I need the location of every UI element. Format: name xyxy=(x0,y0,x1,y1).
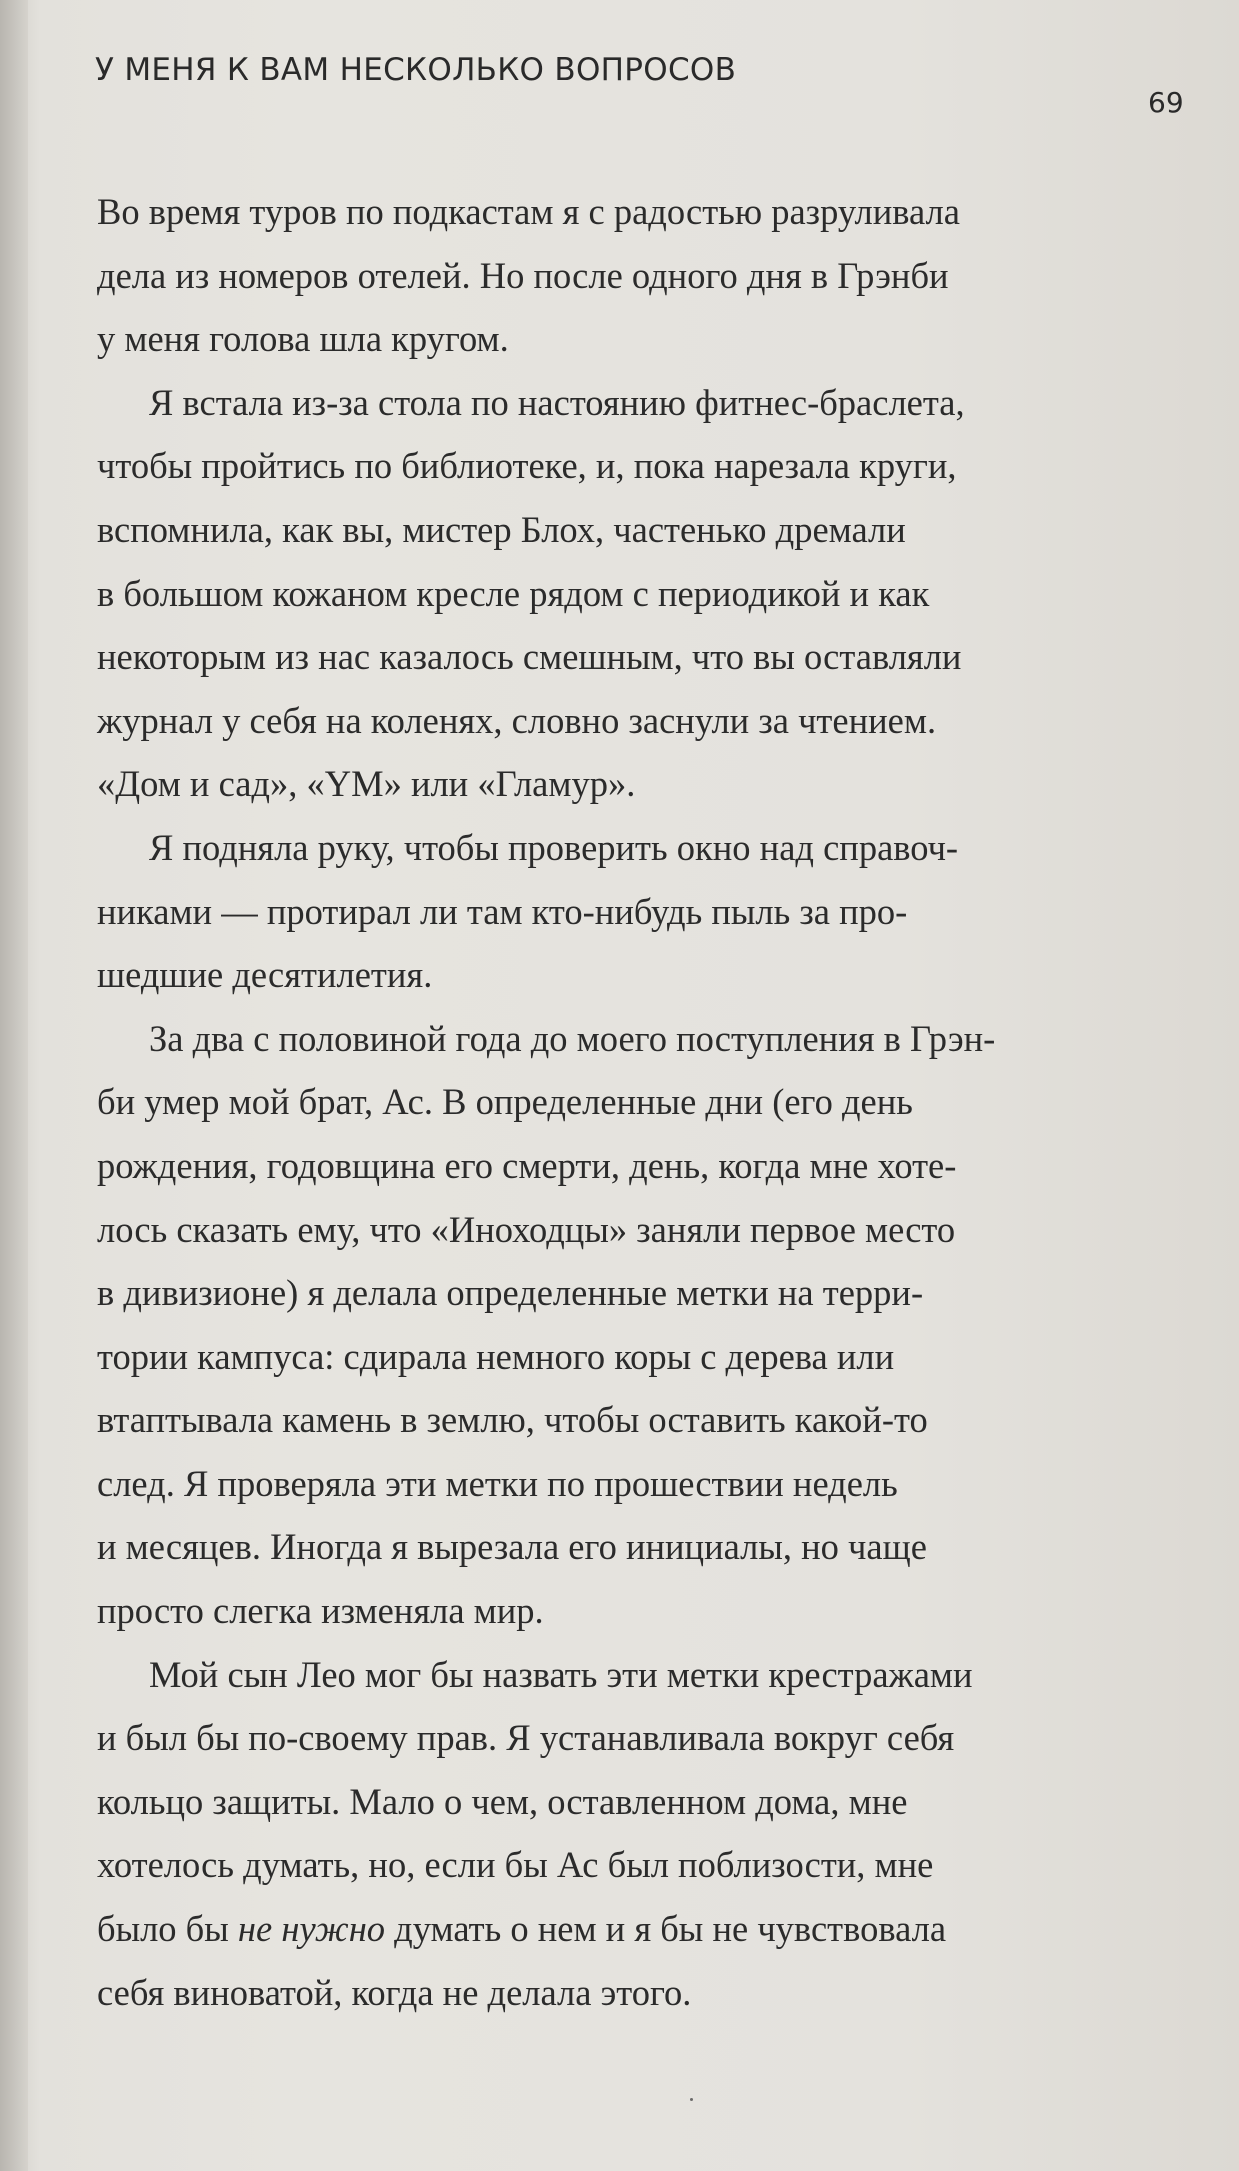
paragraph-start-line: Мой сын Лео мог бы назвать эти метки крестражами xyxy=(149,1653,973,1695)
text-line: лось сказать ему, что «Иноходцы» заняли первое место xyxy=(97,1208,956,1250)
paragraph-start-line: Я встала из-за стола по настоянию фитнес-браслета, xyxy=(149,381,965,423)
text-line: у меня голова шла кругом. xyxy=(97,318,509,360)
text-line: рождения, годовщина его смерти, день, когда мне хоте- xyxy=(97,1144,957,1186)
page-number: 69 xyxy=(1148,86,1184,119)
text-line: вспомнила, как вы, мистер Блох, частенько дремали xyxy=(97,508,906,550)
text-line: тории кампуса: сдирала немного коры с дерева или xyxy=(97,1335,895,1377)
text-line-with-emphasis xyxy=(97,1897,1117,1961)
spine-shadow xyxy=(0,0,28,2171)
text-line: чтобы пройтись по библиотеке, и, пока нарезала круги, xyxy=(97,445,957,487)
text-line: в большом кожаном кресле рядом с периодикой и как xyxy=(97,572,930,614)
running-title: У МЕНЯ К ВАМ НЕСКОЛЬКО ВОПРОСОВ xyxy=(95,52,737,88)
text-line: себя виноватой, когда не делала этого. xyxy=(97,1971,692,2013)
text-line: шедшие десятилетия. xyxy=(97,954,433,996)
text-line: дела из номеров отелей. Но после одного дня в Грэнби xyxy=(97,254,949,296)
text-line: никами — протирал ли там кто-нибудь пыль за про- xyxy=(97,890,908,932)
text-line: и был бы по-своему прав. Я устанавливала вокруг себя xyxy=(97,1717,955,1759)
text-line: «Дом и сад», «YM» или «Гламур». xyxy=(97,763,636,805)
text-line: кольцо защиты. Мало о чем, оставленном дома, мне xyxy=(97,1780,908,1822)
text-line: некоторым из нас казалось смешным, что вы оставляли xyxy=(97,636,962,678)
text-line: хотелось думать, но, если бы Ас был поблизости, мне xyxy=(97,1844,934,1886)
text-line: втаптывала камень в землю, чтобы оставить какой-то xyxy=(97,1399,928,1441)
emphasis-text: не нужно xyxy=(237,1908,386,1950)
text-segment: было бы xyxy=(97,1908,238,1950)
paragraph-start-line: Я подняла руку, чтобы проверить окно над справоч- xyxy=(149,826,959,868)
text-line: след. Я проверяла эти метки по прошествии недель xyxy=(97,1462,898,1504)
paragraph-start-line: За два с половиной года до моего поступления в Грэн- xyxy=(149,1017,996,1059)
body-text xyxy=(97,180,1117,2024)
text-line: журнал у себя на коленях, словно заснули за чтением. xyxy=(97,699,937,741)
text-line: и месяцев. Иногда я вырезала его инициалы, но чаще xyxy=(97,1526,927,1568)
text-segment: думать о нем и я бы не чувствовала xyxy=(385,1908,947,1950)
text-line: просто слегка изменяла мир. xyxy=(97,1590,544,1632)
text-line: Во время туров по подкастам я с радостью разруливала xyxy=(97,191,960,232)
text-line: в дивизионе) я делала определенные метки на терри- xyxy=(97,1272,924,1314)
text-line: би умер мой брат, Ас. В определенные дни (его день xyxy=(97,1081,913,1123)
print-speck xyxy=(690,2098,693,2101)
